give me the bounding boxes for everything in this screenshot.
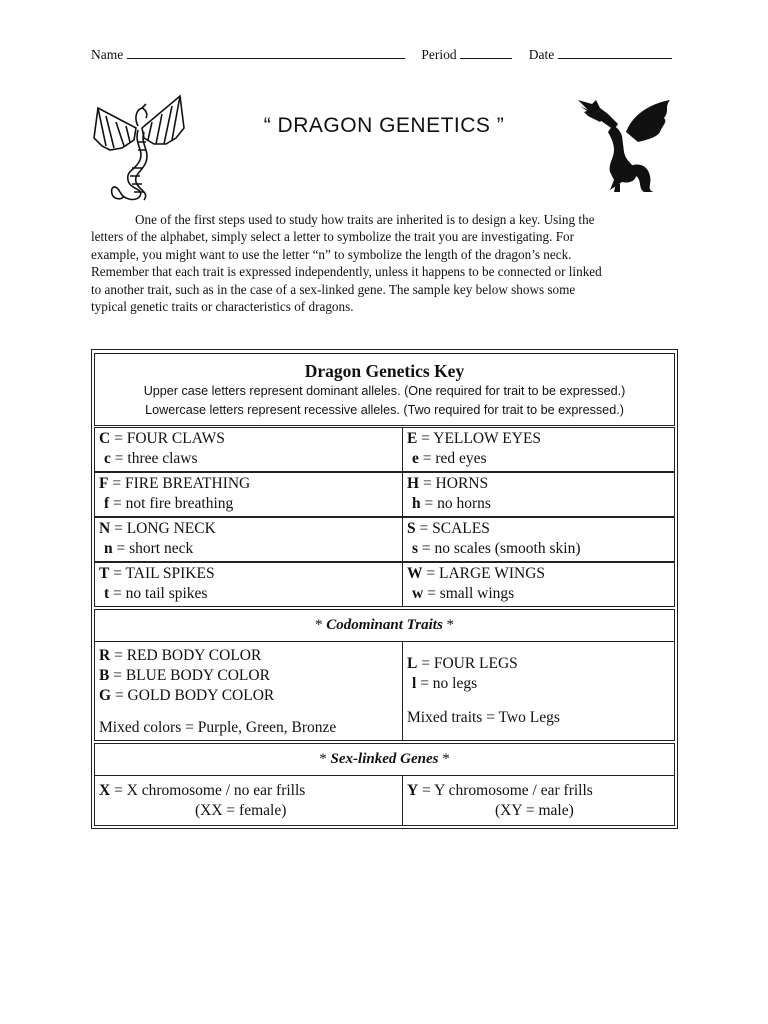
date-label: Date bbox=[528, 47, 555, 62]
key-title: Dragon Genetics Key bbox=[304, 361, 465, 381]
table-row bbox=[94, 427, 675, 472]
trait-cell: N = LONG NECK n = short neck bbox=[95, 518, 403, 561]
page-title: “ DRAGON GENETICS ” bbox=[263, 114, 505, 137]
codominant-heading: Codominant Traits bbox=[326, 617, 443, 633]
trait-cell: X = X chromosome / no ear frills (XX = female) bbox=[95, 776, 403, 825]
table-row bbox=[94, 517, 675, 562]
intro-line: to another trait, such as in the case of a sex-linked gene. The sample key below shows some bbox=[91, 281, 576, 297]
trait-cell: F = FIRE BREATHING f = not fire breathing bbox=[95, 473, 403, 516]
date-blank[interactable] bbox=[558, 46, 672, 59]
intro-line: example, you might want to use the letter “n” to symbolize the length of the dragon’s neck. bbox=[91, 246, 572, 262]
trait-cell: W = LARGE WINGS w = small wings bbox=[407, 565, 546, 602]
trait-cell: R = RED BODY COLOR B = BLUE BODY COLOR G = GOLD BODY COLOR Mixed colors = Purple, Green, Bronze bbox=[95, 642, 403, 740]
key-header bbox=[94, 353, 675, 426]
period-blank[interactable] bbox=[460, 46, 512, 59]
trait-cell: C = FOUR CLAWS c = three claws bbox=[95, 428, 403, 471]
trait-cell: E = YELLOW EYES e = red eyes bbox=[407, 430, 542, 467]
intro-line: typical genetic traits or characteristics of dragons. bbox=[91, 299, 354, 315]
trait-cell: T = TAIL SPIKES t = no tail spikes bbox=[95, 563, 403, 606]
sexlinked-banner: * Sex-linked Genes * bbox=[94, 743, 675, 776]
intro-line: letters of the alphabet, simply select a letter to symbolize the trait you are investigating. For bbox=[91, 229, 575, 245]
name-label: Name bbox=[91, 47, 124, 62]
key-recessive-note: Lowercase letters represent recessive alleles. (Two required for trait to be expressed.) bbox=[145, 403, 624, 417]
genetics-key-table bbox=[91, 349, 678, 829]
dragon-silhouette-icon bbox=[574, 96, 680, 196]
name-blank[interactable] bbox=[127, 46, 405, 59]
key-dominant-note: Upper case letters represent dominant alleles. (One required for trait to be expressed.) bbox=[143, 384, 626, 398]
intro-line: One of the first steps used to study how traits are inherited is to design a key. Using the bbox=[135, 212, 595, 227]
period-label: Period bbox=[421, 47, 457, 62]
trait-cell: Y = Y chromosome / ear frills (XY = male) bbox=[407, 782, 593, 819]
trait-cell: L = FOUR LEGS l = no legs Mixed traits = Two Legs bbox=[407, 655, 560, 726]
intro-line: Remember that each trait is expressed independently, unless it happens to be connected or linked bbox=[91, 264, 602, 280]
sexlinked-heading: Sex-linked Genes bbox=[330, 751, 439, 767]
dragon-line-art-icon bbox=[88, 88, 188, 206]
table-row bbox=[94, 641, 675, 741]
header-fields bbox=[91, 46, 681, 63]
table-row bbox=[94, 775, 675, 826]
intro-paragraph bbox=[91, 211, 681, 315]
trait-cell: H = HORNS h = no horns bbox=[407, 475, 491, 512]
codominant-banner: * Codominant Traits * bbox=[94, 609, 675, 642]
trait-cell: S = SCALES s = no scales (smooth skin) bbox=[407, 520, 581, 557]
table-row bbox=[94, 562, 675, 607]
table-row bbox=[94, 472, 675, 517]
